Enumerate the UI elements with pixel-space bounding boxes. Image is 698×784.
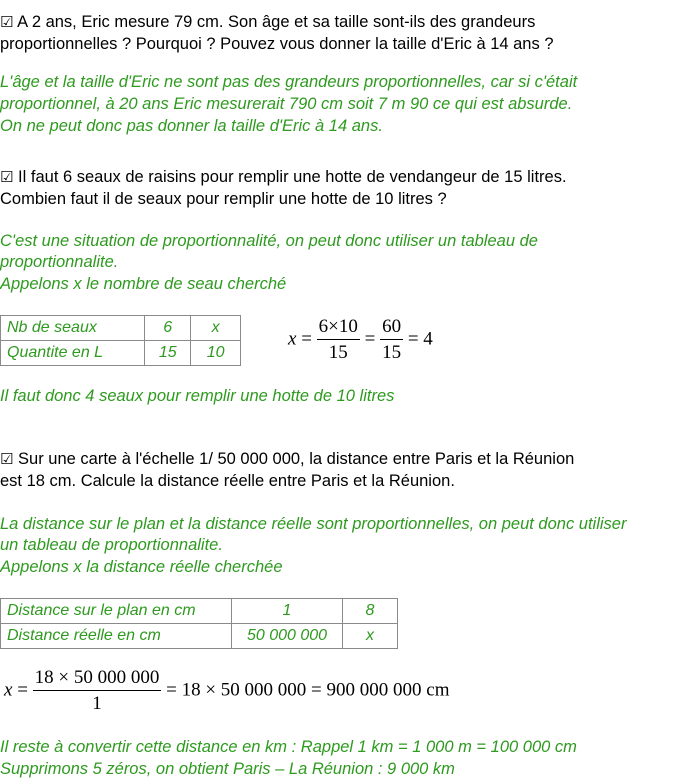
checkbox-checked-icon: ☑ [0, 13, 14, 31]
fraction [317, 316, 360, 364]
problem2-answer-line1: C'est une situation de proportionnalité, on peut donc utiliser un tableau de [0, 232, 538, 250]
problem3-conclusion-line2: Supprimons 5 zéros, on obtient Paris – La Réunion : 9 000 km [0, 760, 455, 778]
fraction-denominator: 15 [328, 342, 348, 363]
fraction-denominator: 15 [382, 342, 402, 363]
table-row [1, 316, 241, 341]
table-cell: 15 [145, 341, 191, 366]
equation-equals: = [364, 328, 376, 350]
fraction-numerator: 6×10 [317, 316, 360, 340]
table-cell: Nb de seaux [1, 316, 145, 341]
problem2-question-line2: Combien faut il de seaux pour remplir une hotte de 10 litres ? [0, 190, 447, 208]
checkbox-checked-icon: ☑ [0, 450, 14, 468]
problem3-question-line1 [0, 449, 574, 469]
fraction-numerator: 60 [380, 316, 403, 340]
proportion-table-distance [0, 598, 398, 649]
problem1-answer-line2: proportionnel, à 20 ans Eric mesurerait 790 cm soit 7 m 90 ce qui est absurde. [0, 95, 573, 113]
equation-distance [4, 667, 449, 715]
fraction [380, 316, 403, 364]
problem3-question-line2: est 18 cm. Calcule la distance réelle entre Paris et la Réunion. [0, 472, 455, 490]
problem2-conclusion: Il faut donc 4 seaux pour remplir une hotte de 10 litres [0, 387, 395, 405]
proportion-table-seaux [0, 315, 241, 366]
checkbox-checked-icon: ☑ [0, 168, 14, 186]
problem1-answer-line1: L'âge et la taille d'Eric ne sont pas des grandeurs proportionnelles, car si c'était [0, 73, 578, 91]
equation-lhs: x [4, 679, 13, 701]
problem2-answer-line3: Appelons x le nombre de seau cherché [0, 275, 287, 293]
table-cell: 10 [191, 341, 241, 366]
problem1-question-line1 [0, 12, 535, 32]
problem3-conclusion-line1: Il reste à convertir cette distance en km : Rappel 1 km = 1 000 m = 100 000 cm [0, 738, 577, 756]
table-row [1, 624, 398, 649]
problem3-answer-line3: Appelons x la distance réelle cherchée [0, 558, 283, 576]
table-cell: 8 [343, 599, 398, 624]
table-cell: x [191, 316, 241, 341]
table-row [1, 341, 241, 366]
problem1-question-text: A 2 ans, Eric mesure 79 cm. Son âge et sa taille sont-ils des grandeurs [17, 13, 536, 31]
problem3-answer-line2: un tableau de proportionnalite. [0, 536, 223, 554]
problem2-answer-line2: proportionnalite. [0, 253, 119, 271]
equation-result: = 4 [407, 328, 433, 350]
fraction [33, 667, 162, 715]
equation-equals: = [301, 328, 312, 350]
table-cell: Distance sur le plan en cm [1, 599, 232, 624]
table-cell: Distance réelle en cm [1, 624, 232, 649]
problem3-answer-line1: La distance sur le plan et la distance réelle sont proportionnelles, on peut donc utiliser [0, 515, 627, 533]
fraction-denominator: 1 [92, 693, 102, 714]
equation-equals: = [17, 679, 28, 701]
problem1-question-line2: proportionnelles ? Pourquoi ? Pouvez vous donner la taille d'Eric à 14 ans ? [0, 35, 554, 53]
problem1-answer-line3: On ne peut donc pas donner la taille d'Eric à 14 ans. [0, 117, 383, 135]
table-cell: 50 000 000 [232, 624, 343, 649]
problem3-question-text: Sur une carte à l'échelle 1/ 50 000 000, la distance entre Paris et la Réunion [18, 450, 575, 468]
table-cell: x [343, 624, 398, 649]
table-cell: 1 [232, 599, 343, 624]
equation-lhs: x [288, 328, 297, 350]
table-row [1, 599, 398, 624]
equation-rest: = 18 × 50 000 000 = 900 000 000 cm [166, 679, 450, 701]
problem2-question-line1 [0, 167, 567, 187]
equation-seaux [288, 316, 433, 364]
table-cell: 6 [145, 316, 191, 341]
table-cell: Quantite en L [1, 341, 145, 366]
problem2-question-text: Il faut 6 seaux de raisins pour remplir une hotte de vendangeur de 15 litres. [18, 168, 567, 186]
fraction-numerator: 18 × 50 000 000 [33, 667, 162, 691]
